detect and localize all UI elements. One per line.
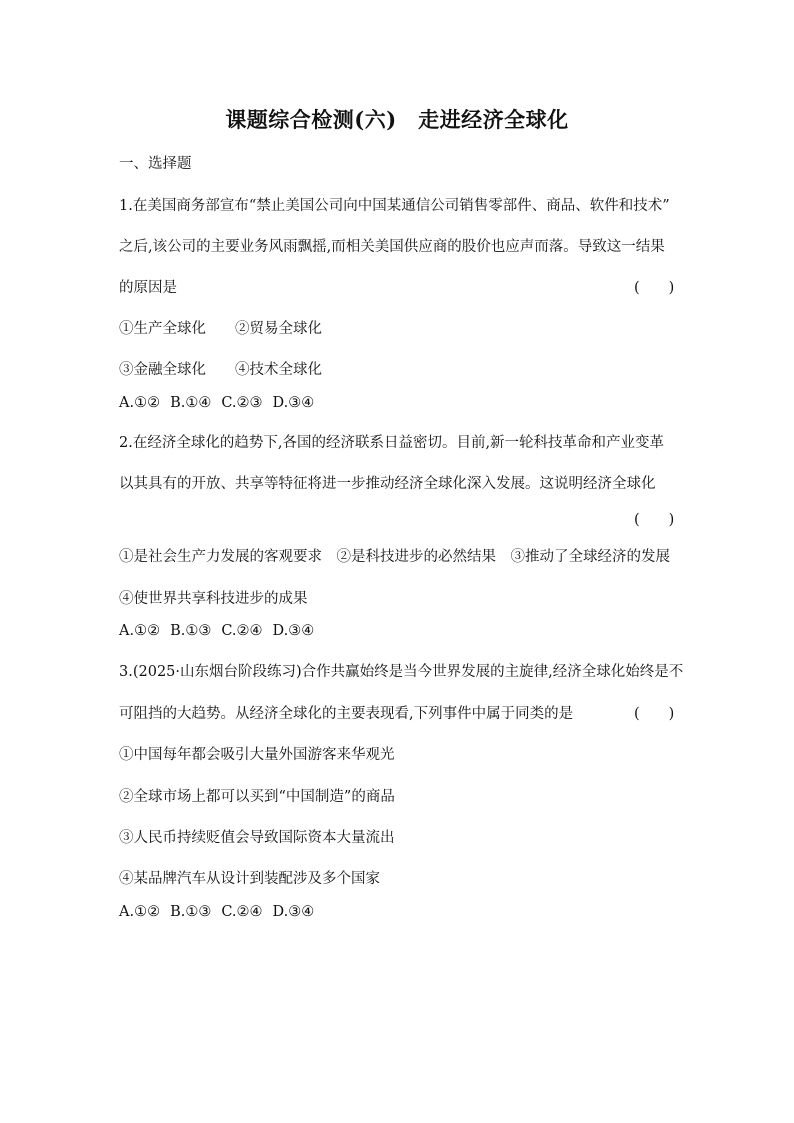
choice-d: D.③④ [272,623,315,639]
question-stem-line: 以其具有的开放、共享等特征将进一步推动经济全球化深入发展。这说明经济全球化 [119,476,656,492]
option-item: ①生产全球化 ②贸易全球化 [119,321,322,337]
choice-d: D.③④ [272,904,315,920]
answer-choices [119,904,314,920]
question-stem-line: 的原因是 [119,280,177,296]
answer-blank: ( ) [634,512,675,528]
choice-b: B.①③ [170,623,212,639]
question-stem-line: 可阻挡的大趋势。从经济全球化的主要表现看,下列事件中属于同类的是 [119,706,574,722]
option-item: ②全球市场上都可以买到“中国制造”的商品 [119,789,395,805]
option-item: ③金融全球化 ④技术全球化 [119,362,322,378]
option-item: ①是社会生产力发展的客观要求 ②是科技进步的必然结果 ③推动了全球经济的发展 [119,549,670,565]
choice-c: C.②④ [221,904,263,920]
choice-b: B.①④ [170,395,212,411]
option-item: ①中国每年都会吸引大量外国游客来华观光 [119,747,395,763]
answer-choices [119,395,314,411]
option-item: ④使世界共享科技进步的成果 [119,591,308,607]
choice-c: C.②③ [221,395,263,411]
choice-a: A.①② [119,623,161,639]
answer-choices [119,623,314,639]
choice-d: D.③④ [272,395,315,411]
choice-c: C.②④ [221,623,263,639]
option-item: ③人民币持续贬值会导致国际资本大量流出 [119,830,395,846]
question-stem-line: 2.在经济全球化的趋势下,各国的经济联系日益密切。目前,新一轮科技革命和产业变革 [119,435,665,451]
choice-b: B.①③ [170,904,212,920]
question-stem-line: 之后,该公司的主要业务风雨飘摇,而相关美国供应商的股价也应声而落。导致这一结果 [119,239,665,255]
answer-blank: ( ) [634,280,675,296]
choice-a: A.①② [119,395,161,411]
option-item: ④某品牌汽车从设计到装配涉及多个国家 [119,871,380,887]
question-stem-line: 3.(2025·山东烟台阶段练习)合作共赢始终是当今世界发展的主旋律,经济全球化始终是不 [119,664,684,680]
page-title: 课题综合检测(六) 走进经济全球化 [225,107,569,132]
answer-blank: ( ) [634,706,675,722]
choice-a: A.①② [119,904,161,920]
question-stem-line: 1.在美国商务部宣布“禁止美国公司向中国某通信公司销售零部件、商品、软件和技术” [119,198,670,214]
section-heading: 一、选择题 [119,156,192,172]
